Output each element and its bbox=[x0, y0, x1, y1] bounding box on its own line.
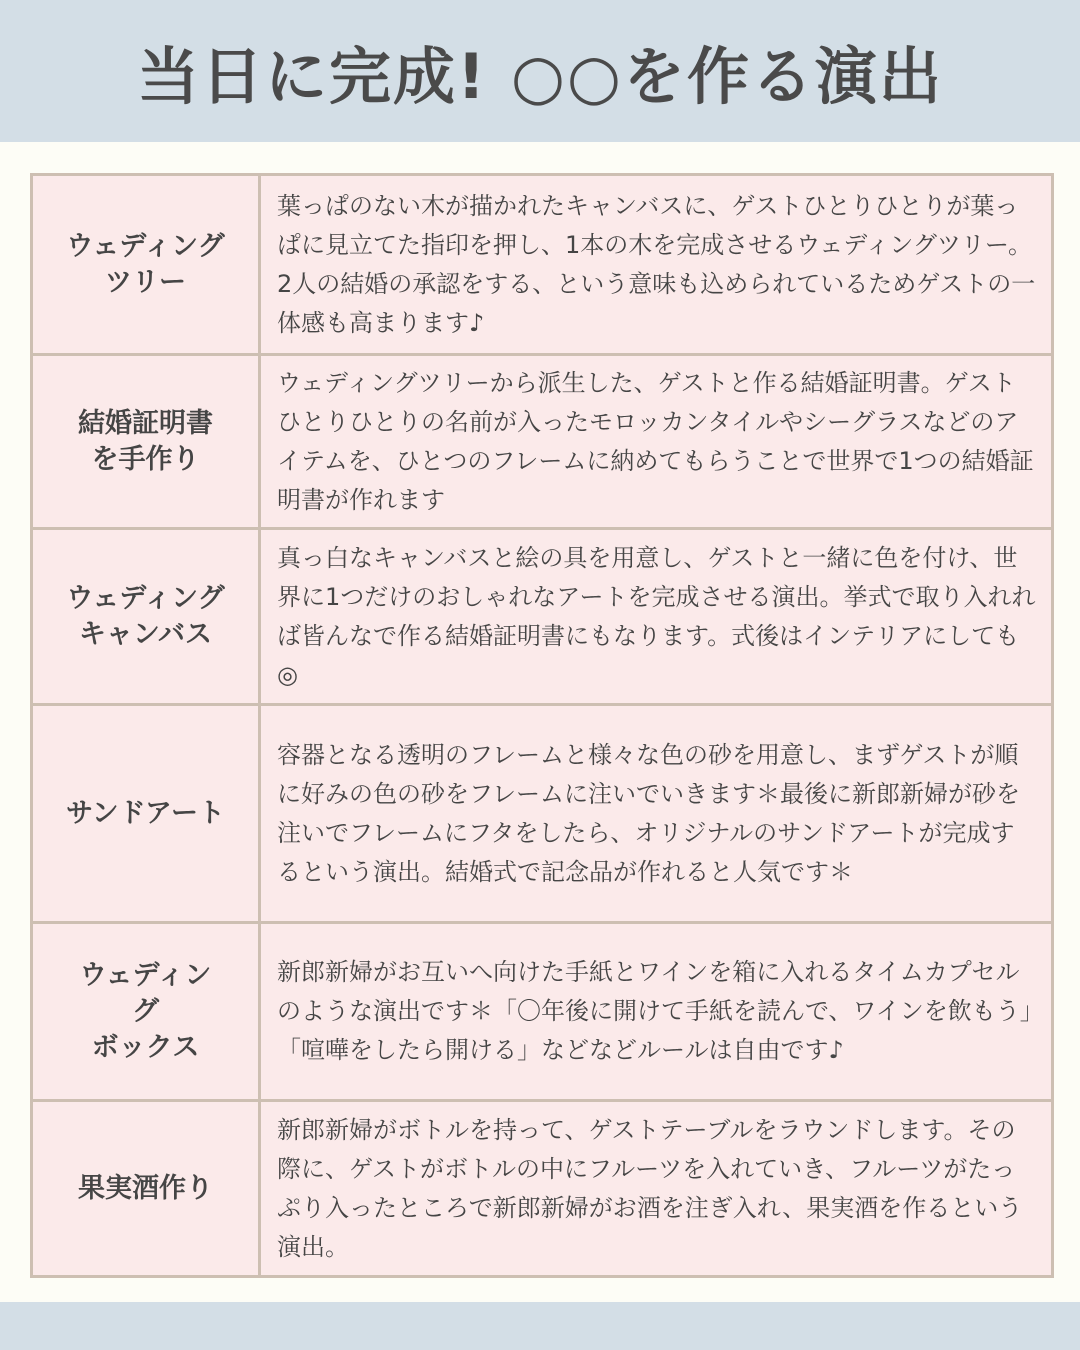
row-description bbox=[261, 924, 1051, 1099]
row-description bbox=[261, 1102, 1051, 1275]
row-description-text: 新郎新婦がお互いへ向けた手紙とワインを箱に入れるタイムカプセルのような演出です＊「〇年後に開けて手紙を読んで、ワインを飲もう」「喧嘩をしたら開ける」などなどルールは自由です♪ bbox=[277, 958, 1032, 1064]
table-row bbox=[33, 176, 1051, 356]
footer-banner bbox=[0, 1302, 1080, 1350]
row-label: サンドアート bbox=[33, 706, 261, 921]
row-label: 果実酒作り bbox=[33, 1102, 261, 1275]
row-label: 結婚証明書 を手作り bbox=[33, 356, 261, 527]
row-description bbox=[261, 176, 1051, 353]
row-label: ウェディン グ ボックス bbox=[33, 924, 261, 1099]
row-label: ウェディング キャンバス bbox=[33, 530, 261, 703]
row-description bbox=[261, 530, 1051, 703]
row-description-text: 真っ白なキャンバスと絵の具を用意し、ゲストと一緒に色を付け、世界に1つだけのおしゃれなアートを完成させる演出。挙式で取り入れれば皆んなで作る結婚証明書にもなります。式後はインテリアにしても◎ bbox=[277, 543, 1036, 689]
table-row bbox=[33, 706, 1051, 924]
header-banner bbox=[0, 0, 1080, 142]
row-description-text: ウェディングツリーから派生した、ゲストと作る結婚証明書。ゲストひとりひとりの名前が入ったモロッカンタイルやシーグラスなどのアイテムを、ひとつのフレームに納めてもらうことで世界で1つの結婚証明書が作れます bbox=[277, 368, 1034, 514]
row-description-text: 葉っぱのない木が描かれたキャンバスに、ゲストひとりひとりが葉っぱに見立てた指印を押し、1本の木を完成させるウェディングツリー。2人の結婚の承認をする、という意味も込められているためゲストの一体感も高まります♪ bbox=[277, 191, 1036, 337]
table-row bbox=[33, 530, 1051, 706]
row-description bbox=[261, 356, 1051, 527]
performance-table bbox=[30, 173, 1054, 1278]
table-row bbox=[33, 356, 1051, 530]
row-description-text: 容器となる透明のフレームと様々な色の砂を用意し、まずゲストが順に好みの色の砂をフレームに注いでいきます＊最後に新郎新婦が砂を注いでフレームにフタをしたら、オリジナルのサンドアートが完成するという演出。結婚式で記念品が作れると人気です＊ bbox=[277, 740, 1021, 886]
row-description bbox=[261, 706, 1051, 921]
table-row bbox=[33, 924, 1051, 1102]
page-title: 当日に完成! ○○を作る演出 bbox=[136, 39, 944, 113]
row-label: ウェディング ツリー bbox=[33, 176, 261, 353]
table-row bbox=[33, 1102, 1051, 1275]
row-description-text: 新郎新婦がボトルを持って、ゲストテーブルをラウンドします。その際に、ゲストがボトルの中にフルーツを入れていき、フルーツがたっぷり入ったところで新郎新婦がお酒を注ぎ入れ、果実酒を作るという演出。 bbox=[277, 1115, 1023, 1261]
